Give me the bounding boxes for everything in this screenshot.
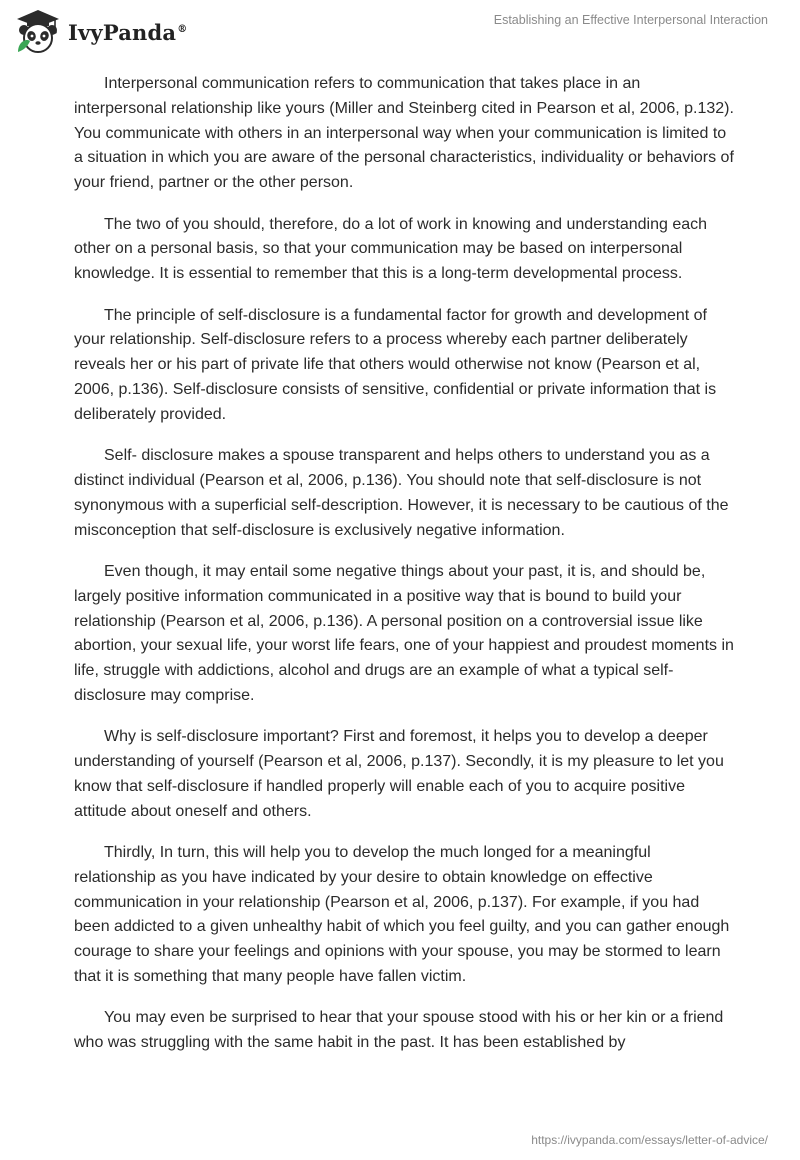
paragraph: Why is self-disclosure important? First and foremost, it helps you to develop a deeper understanding of yourself (Pearson et al, 2006, p.137). Secondly, it is my pleasure to let you know that self-disclosure if handled properly will enable each of you to acquire positive attitude about oneself and others. xyxy=(74,728,724,820)
panda-graduate-logo-icon xyxy=(14,8,62,56)
page-header xyxy=(0,0,800,62)
paragraph: Thirdly, In turn, this will help you to develop the much longed for a meaningful relationship as you have indicated by your desire to obtain knowledge on effective communication in your relationship (Pearson et al, 2006, p.137). For example, if you had been addicted to a given unhealthy habit of which you feel guilty, and you can gather enough courage to share your feelings and opinions with your spouse, you may be stormed to learn that it is something that many people have fallen victim. xyxy=(74,844,730,986)
paragraph: You may even be surprised to hear that your spouse stood with his or her kin or a friend who was struggling with the same habit in the past. It has been established by xyxy=(74,1009,724,1052)
registered-mark: ® xyxy=(177,23,188,35)
paragraph: The two of you should, therefore, do a lot of work in knowing and understanding each other on a personal basis, so that your communication may be based on interpersonal knowledge. It is essential to remember that this is a long-term developmental process. xyxy=(74,215,708,283)
brand-name: IvyPanda® xyxy=(68,19,188,45)
paragraph: Interpersonal communication refers to communication that takes place in an interpersonal relationship like yours (Miller and Steinberg cited in Pearson et al, 2006, p.132). You communicate with others in an interpersonal way when your communication is limited to a situation in which you are aware of the personal characteristics, individuality or behaviors of your friend, partner or the other person. xyxy=(74,75,734,192)
essay-body xyxy=(74,72,734,1073)
source-url-link[interactable]: https://ivypanda.com/essays/letter-of-advice/ xyxy=(531,1133,768,1147)
paragraph: The principle of self-disclosure is a fundamental factor for growth and development of your relationship. Self-disclosure refers to a process whereby each partner deliberately reveals her or his part of private life that others would otherwise not know (Pearson et al, 2006, p.136). Self-disclosure consists of sensitive, confidential or private information that is deliberately provided. xyxy=(74,306,717,423)
brand-logo[interactable] xyxy=(14,8,187,56)
paragraph: Even though, it may entail some negative things about your past, it is, and should be, largely positive information communicated in a positive way that is bound to build your relationship (Pearson et al, 2006, p.136). A personal position on a controversial issue like abortion, your sexual life, your worst life fears, one of your happiest and proudest moments in life, struggle with addictions, alcohol and drugs are an example of what a typical self-disclosure may comprise. xyxy=(74,562,734,704)
document-title: Establishing an Effective Interpersonal Interaction xyxy=(493,13,768,27)
paragraph: Self- disclosure makes a spouse transparent and helps others to understand you as a distinct individual (Pearson et al, 2006, p.136). You should note that self-disclosure is not synonymous with a superficial self-description. However, it is necessary to be cautious of the misconception that self-disclosure is exclusively negative information. xyxy=(74,447,729,539)
